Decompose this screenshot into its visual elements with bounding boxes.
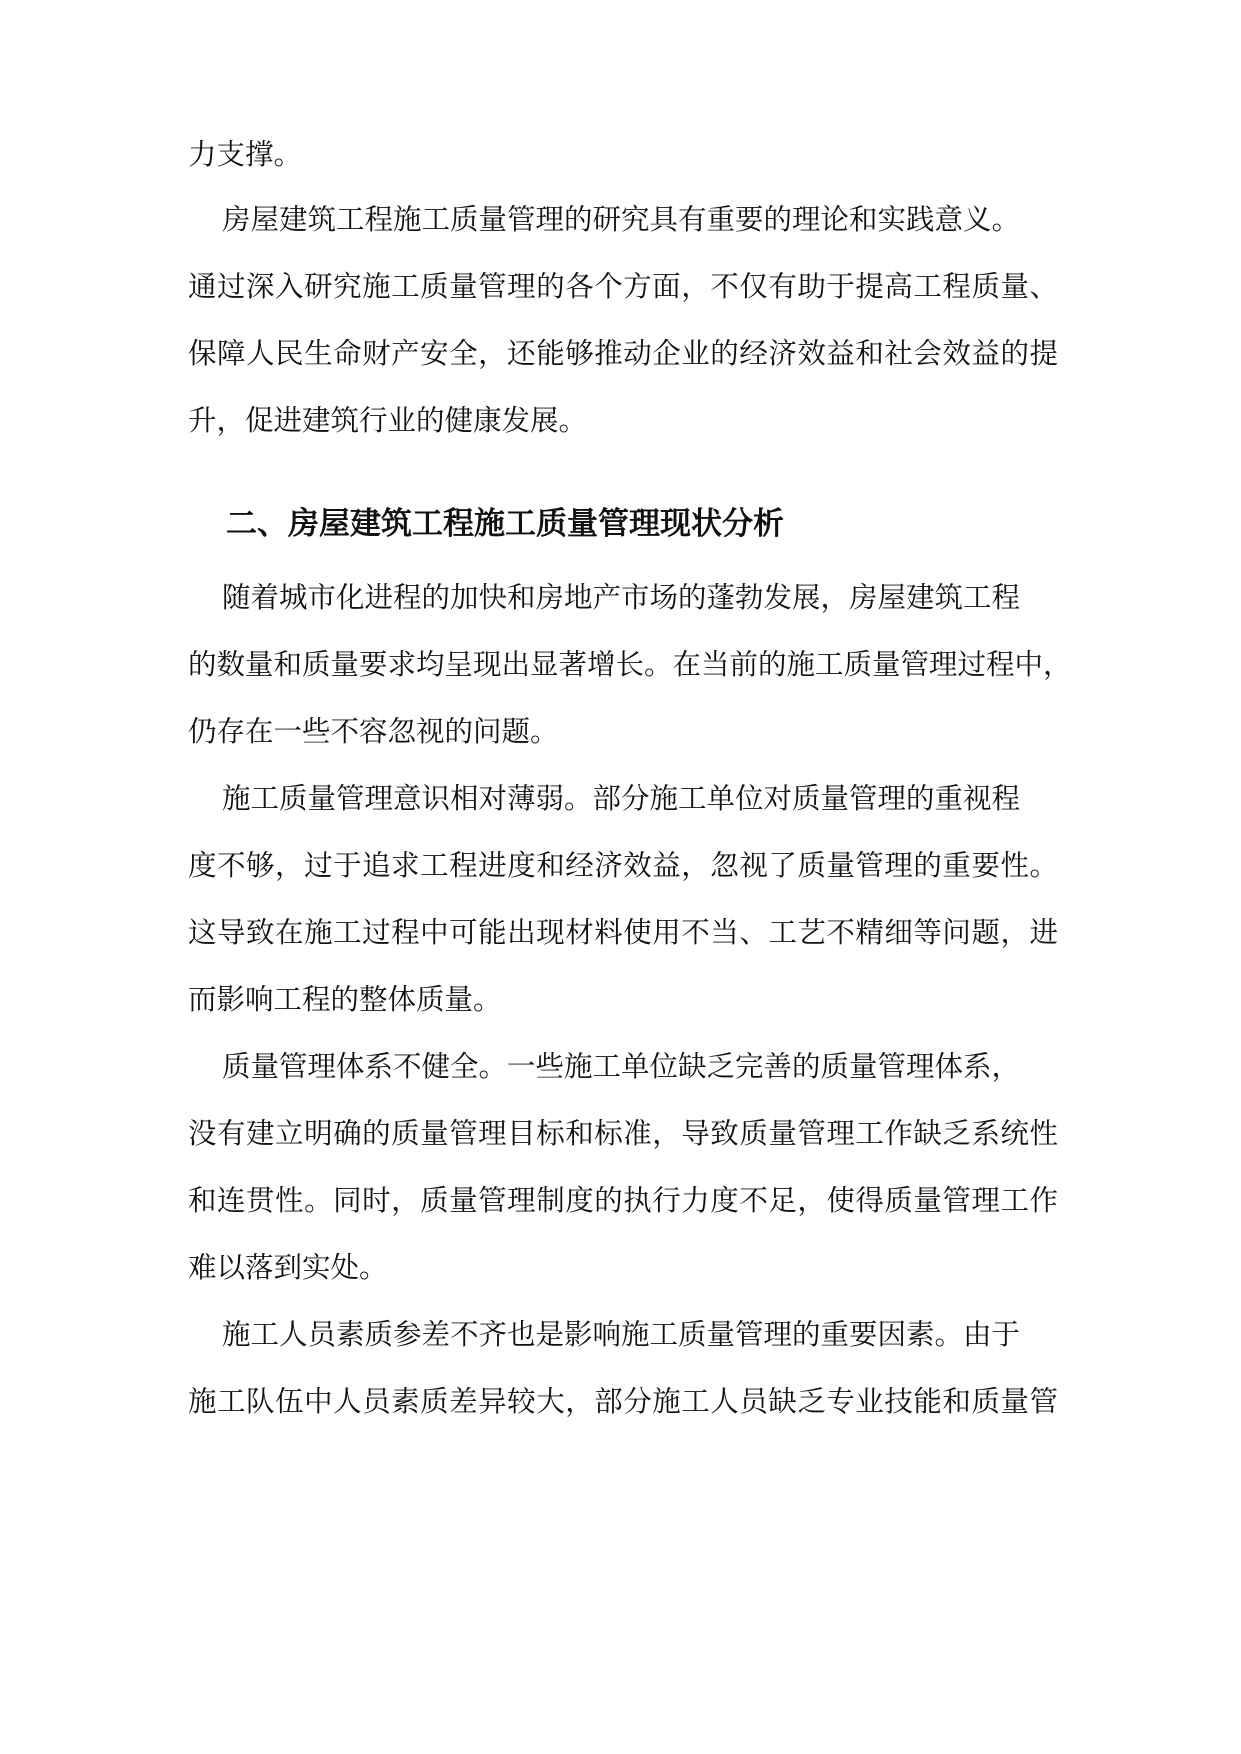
paragraph-line: 施工人员素质参差不齐也是影响施工质量管理的重要因素。由于	[222, 1318, 1021, 1351]
paragraph-line: 度不够，过于追求工程进度和经济效益，忽视了质量管理的重要性。	[188, 849, 1058, 882]
paragraph-line: 而影响工程的整体质量。	[188, 983, 502, 1016]
paragraph-line: 施工队伍中人员素质差异较大，部分施工人员缺乏专业技能和质量管	[188, 1385, 1058, 1418]
paragraph-line: 难以落到实处。	[188, 1251, 388, 1284]
section-heading: 二、房屋建筑工程施工质量管理现状分析	[226, 506, 784, 542]
paragraph-line: 通过深入研究施工质量管理的各个方面，不仅有助于提高工程质量、	[188, 270, 1058, 303]
paragraph-line: 升，促进建筑行业的健康发展。	[188, 404, 588, 437]
paragraph-line: 随着城市化进程的加快和房地产市场的蓬勃发展，房屋建筑工程	[222, 581, 1021, 614]
paragraph-line: 房屋建筑工程施工质量管理的研究具有重要的理论和实践意义。	[222, 203, 1021, 236]
paragraph-line: 的数量和质量要求均呈现出显著增长。在当前的施工质量管理过程中，	[188, 648, 1072, 681]
paragraph-line: 没有建立明确的质量管理目标和标准，导致质量管理工作缺乏系统性	[188, 1117, 1058, 1150]
paragraph-line: 这导致在施工过程中可能出现材料使用不当、工艺不精细等问题，进	[188, 916, 1058, 949]
paragraph-line: 质量管理体系不健全。一些施工单位缺乏完善的质量管理体系，	[222, 1050, 1021, 1083]
paragraph-line: 仍存在一些不容忽视的问题。	[188, 715, 559, 748]
paragraph-line: 力支撑。	[188, 138, 303, 171]
paragraph-line: 和连贯性。同时，质量管理制度的执行力度不足，使得质量管理工作	[188, 1184, 1058, 1217]
paragraph-line: 保障人民生命财产安全，还能够推动企业的经济效益和社会效益的提	[188, 337, 1058, 370]
paragraph-line: 施工质量管理意识相对薄弱。部分施工单位对质量管理的重视程	[222, 782, 1021, 815]
